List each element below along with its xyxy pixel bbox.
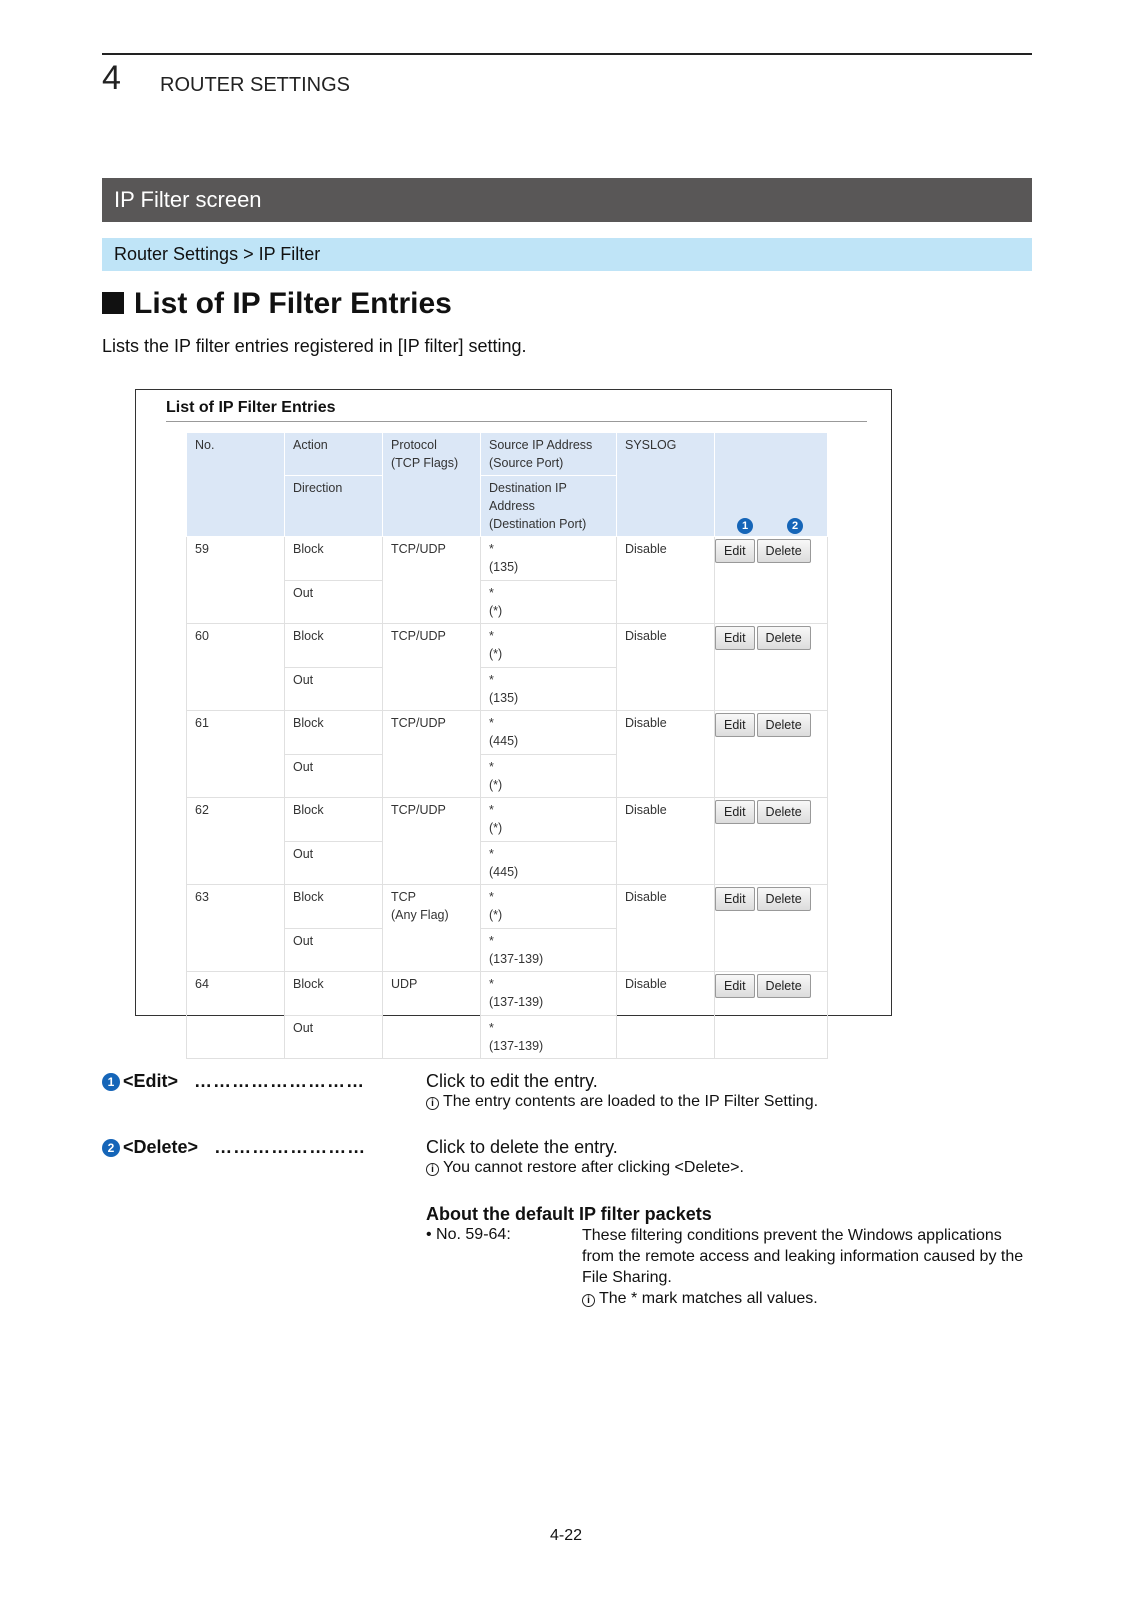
cell-protocol — [383, 972, 481, 1059]
marker-2-icon: 2 — [787, 518, 803, 534]
col-header-protocol — [383, 433, 481, 537]
cell-syslog: Disable — [617, 798, 715, 885]
table-row — [187, 972, 828, 1016]
section-title-bar: IP Filter screen — [102, 178, 1032, 222]
table-row — [187, 537, 828, 581]
delete-button[interactable]: Delete — [757, 539, 811, 563]
intro-text: Lists the IP filter entries registered in [IP filter] setting. — [102, 336, 527, 356]
cell-dest-port: (*) — [489, 604, 503, 618]
about-body — [582, 1225, 1032, 1309]
cell-protocol — [383, 537, 481, 624]
cell-protocol-label: TCP — [391, 890, 416, 904]
cell-protocol — [383, 798, 481, 885]
delete-leader-dots: …………………… — [214, 1137, 367, 1157]
cell-dest-ip: * — [489, 847, 494, 861]
cell-no: 60 — [187, 624, 285, 711]
edit-leader-dots: ……………………… — [194, 1071, 366, 1091]
cell-source-port: (137-139) — [489, 995, 544, 1009]
cell-dest-port: (*) — [489, 778, 503, 792]
cell-protocol-label: TCP/UDP — [391, 629, 446, 643]
cell-source — [481, 624, 617, 668]
cell-buttons — [715, 537, 828, 624]
cell-buttons — [715, 798, 828, 885]
edit-description-term — [102, 1069, 365, 1093]
cell-protocol — [383, 711, 481, 798]
cell-direction: Out — [285, 755, 383, 798]
cell-syslog: Disable — [617, 624, 715, 711]
cell-destination — [481, 842, 617, 885]
cell-dest-ip: * — [489, 1021, 494, 1035]
col-header-action: Action — [285, 433, 383, 476]
edit-note-text: The entry contents are loaded to the IP Filter Setting. — [443, 1093, 819, 1110]
delete-button[interactable]: Delete — [757, 800, 811, 824]
top-rule — [102, 53, 1032, 55]
info-icon: i — [426, 1097, 439, 1110]
cell-protocol-sub: (Any Flag) — [391, 908, 449, 922]
cell-direction: Out — [285, 668, 383, 711]
cell-dest-ip: * — [489, 673, 494, 687]
cell-source-ip: * — [489, 977, 494, 991]
cell-destination — [481, 1016, 617, 1059]
info-icon: i — [582, 1294, 595, 1307]
ip-filter-screenshot-panel — [135, 389, 892, 1053]
about-title: About the default IP filter packets — [426, 1204, 712, 1224]
cell-no: 63 — [187, 885, 285, 972]
cell-action: Block — [285, 624, 383, 668]
edit-button[interactable]: Edit — [715, 713, 755, 737]
chapter-number: 4 — [102, 59, 121, 97]
cell-source-ip: * — [489, 629, 494, 643]
col-header-direction: Direction — [285, 476, 383, 537]
cell-destination — [481, 668, 617, 711]
cell-direction: Out — [285, 842, 383, 885]
cell-dest-ip: * — [489, 760, 494, 774]
cell-source-port: (445) — [489, 734, 519, 748]
delete-button[interactable]: Delete — [757, 974, 811, 998]
cell-source — [481, 537, 617, 581]
cell-source-ip: * — [489, 890, 494, 904]
cell-buttons — [715, 972, 828, 1059]
cell-no: 61 — [187, 711, 285, 798]
about-note-text: The * mark matches all values. — [599, 1290, 818, 1307]
col-header-destination-label: Destination IP Address — [489, 481, 567, 513]
edit-button[interactable]: Edit — [715, 539, 755, 563]
page-heading — [102, 284, 452, 324]
cell-source-port: (*) — [489, 821, 503, 835]
marker-2-icon: 2 — [102, 1139, 120, 1157]
edit-button[interactable]: Edit — [715, 974, 755, 998]
delete-description-note — [426, 1158, 744, 1178]
page-number: 4-22 — [549, 1527, 583, 1544]
cell-protocol-label: TCP/UDP — [391, 716, 446, 730]
col-header-buttons — [715, 433, 828, 537]
cell-direction: Out — [285, 581, 383, 624]
cell-protocol — [383, 624, 481, 711]
col-header-source-label: Source IP Address — [489, 438, 593, 452]
cell-source — [481, 972, 617, 1016]
marker-1-icon: 1 — [737, 518, 753, 534]
cell-source-port: (135) — [489, 560, 519, 574]
square-bullet-icon — [102, 292, 124, 314]
about-label: • No. 59-64: — [426, 1226, 511, 1243]
cell-dest-port: (137-139) — [489, 952, 544, 966]
chapter-title: ROUTER SETTINGS — [160, 74, 351, 96]
edit-description-text: Click to edit the entry. — [426, 1071, 598, 1091]
cell-dest-ip: * — [489, 586, 494, 600]
cell-protocol — [383, 885, 481, 972]
cell-direction: Out — [285, 929, 383, 972]
info-icon: i — [426, 1163, 439, 1176]
panel-title: List of IP Filter Entries — [166, 399, 336, 416]
edit-button[interactable]: Edit — [715, 800, 755, 824]
cell-buttons — [715, 885, 828, 972]
cell-syslog: Disable — [617, 972, 715, 1059]
delete-button[interactable]: Delete — [757, 887, 811, 911]
cell-action: Block — [285, 885, 383, 929]
cell-source — [481, 711, 617, 755]
delete-note-text: You cannot restore after clicking <Delete>. — [443, 1159, 744, 1176]
table-row — [187, 624, 828, 668]
cell-action: Block — [285, 711, 383, 755]
col-header-source-sub: (Source Port) — [489, 456, 564, 470]
table-row — [187, 798, 828, 842]
cell-source-ip: * — [489, 803, 494, 817]
cell-source-port: (*) — [489, 647, 503, 661]
col-header-protocol-label: Protocol — [391, 438, 437, 452]
cell-dest-ip: * — [489, 934, 494, 948]
cell-dest-port: (137-139) — [489, 1039, 544, 1053]
cell-source — [481, 885, 617, 929]
cell-direction: Out — [285, 1016, 383, 1059]
marker-1-icon: 1 — [102, 1073, 120, 1091]
table-row — [187, 711, 828, 755]
cell-destination — [481, 755, 617, 798]
ip-filter-table — [186, 432, 828, 1059]
cell-destination — [481, 581, 617, 624]
delete-button[interactable]: Delete — [757, 713, 811, 737]
cell-buttons — [715, 624, 828, 711]
edit-term-label: <Edit> — [123, 1071, 179, 1091]
table-row — [187, 885, 828, 929]
cell-action: Block — [285, 537, 383, 581]
cell-dest-port: (135) — [489, 691, 519, 705]
delete-description-text: Click to delete the entry. — [426, 1137, 618, 1157]
panel-divider — [166, 421, 867, 422]
cell-no: 59 — [187, 537, 285, 624]
cell-dest-port: (445) — [489, 865, 519, 879]
breadcrumb: Router Settings > IP Filter — [102, 238, 1032, 271]
cell-no: 64 — [187, 972, 285, 1059]
col-header-protocol-sub: (TCP Flags) — [391, 456, 459, 470]
heading-text: List of IP Filter Entries — [134, 287, 452, 320]
delete-description-term — [102, 1135, 366, 1159]
edit-description-note — [426, 1092, 818, 1112]
cell-destination — [481, 929, 617, 972]
cell-action: Block — [285, 798, 383, 842]
col-header-syslog: SYSLOG — [617, 433, 715, 537]
cell-action: Block — [285, 972, 383, 1016]
delete-term-label: <Delete> — [123, 1137, 199, 1157]
col-header-no: No. — [187, 433, 285, 537]
cell-no: 62 — [187, 798, 285, 885]
cell-protocol-label: TCP/UDP — [391, 803, 446, 817]
col-header-destination-sub: (Destination Port) — [489, 517, 587, 531]
cell-protocol-label: UDP — [391, 977, 418, 991]
cell-syslog: Disable — [617, 711, 715, 798]
cell-source — [481, 798, 617, 842]
cell-syslog: Disable — [617, 537, 715, 624]
cell-buttons — [715, 711, 828, 798]
cell-source-port: (*) — [489, 908, 503, 922]
edit-button[interactable]: Edit — [715, 626, 755, 650]
cell-protocol-label: TCP/UDP — [391, 542, 446, 556]
delete-button[interactable]: Delete — [757, 626, 811, 650]
cell-source-ip: * — [489, 716, 494, 730]
cell-syslog: Disable — [617, 885, 715, 972]
col-header-source — [481, 433, 617, 476]
edit-button[interactable]: Edit — [715, 887, 755, 911]
col-header-destination — [481, 476, 617, 537]
about-note — [582, 1288, 1032, 1309]
about-body-text: These filtering conditions prevent the Windows applications from the remote access and leaking information caused by the File Sharing. — [582, 1227, 1024, 1286]
cell-source-ip: * — [489, 542, 494, 556]
